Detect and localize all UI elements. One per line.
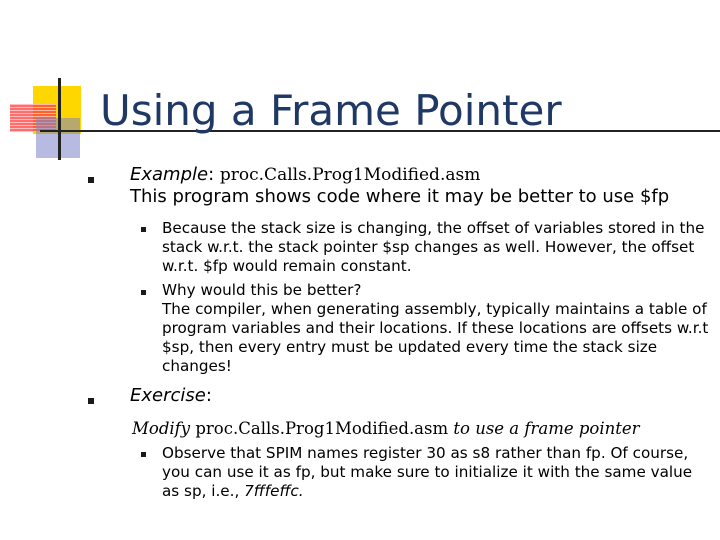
exercise-filename: proc.Calls.Prog1Modified.asm <box>195 419 449 438</box>
example-separator: : <box>208 164 220 185</box>
decorative-vertical-rule <box>58 78 61 160</box>
bullet-marker <box>88 398 94 404</box>
slide-title: Using a Frame Pointer <box>100 86 562 135</box>
bullet-marker <box>88 177 94 183</box>
exercise-modify: Modify <box>132 419 191 438</box>
sub-bullet-marker <box>141 452 146 457</box>
sub-bullet-marker <box>141 227 146 232</box>
exercise-label: Exercise <box>130 385 206 406</box>
example-label: Example <box>130 164 209 185</box>
sub-bullet-stack-offset: Because the stack size is changing, the offset of variables stored in the stack w.r.t. the stack pointer $sp changes as well. However, the offset w.r.t. $fp would remain constant. <box>162 219 705 275</box>
why-better-answer: The compiler, when generating assembly, typically maintains a table of program variables and their locations. If these locations are offsets w.r.t $sp, then every entry must be updated every time the stack size changes! <box>162 300 709 375</box>
exercise-rest: to use a frame pointer <box>453 419 640 438</box>
bullet-example-line1 <box>130 164 669 186</box>
bullet-example <box>130 164 669 208</box>
exercise-instruction <box>132 419 640 438</box>
example-filename: proc.Calls.Prog1Modified.asm <box>219 165 481 185</box>
exercise-colon: : <box>205 385 212 406</box>
spim-register-text: Observe that SPIM names register 30 as s8 rather than fp. Of course, you can use it as fp, but make sure to initialize it with the same value as sp, i.e., <box>162 444 693 500</box>
sub-bullet-marker <box>141 290 146 295</box>
sub-bullet-spim-register <box>162 444 714 501</box>
example-description: This program shows code where it may be better to use $fp <box>130 186 670 207</box>
sp-initial-value: 7fffeffc. <box>244 482 304 500</box>
bullet-exercise <box>130 385 212 407</box>
why-better-question: Why would this be better? <box>162 281 362 299</box>
sub-bullet-why-better <box>162 281 712 376</box>
